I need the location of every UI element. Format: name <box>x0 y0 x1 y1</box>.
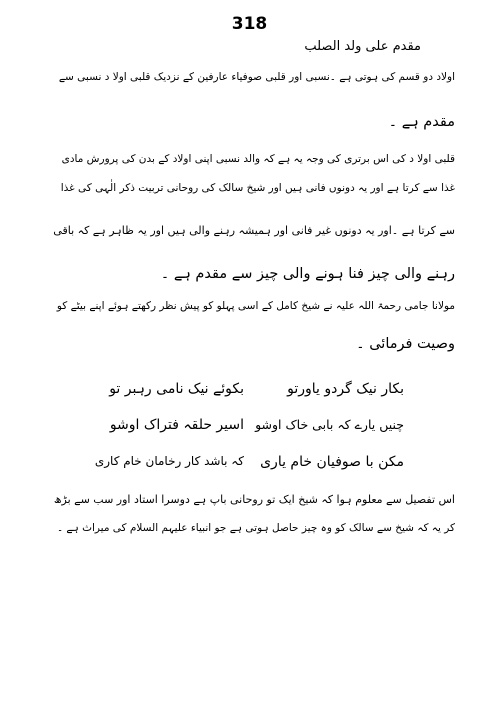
paragraph-line: کر یہ کہ شیخ سے سالک کو وہ چیز حاصل ہوتی ہے جو انبیاء علیہم السلام کی میراث ہے ۔ <box>56 522 455 534</box>
verse-first-half: چنیں یارے کہ بابی خاک اوشو <box>255 417 404 432</box>
paragraph-line: وصیت فرمائی ۔ <box>356 336 455 352</box>
paragraph-line: مولانا جامی رحمۃ اللہ علیہ نے شیخ کامل کے اسی پہلو کو پیش نظر رکھتے ہوئے اپنے بیٹے کو <box>56 300 455 312</box>
verse-first-half: بکار نیک گردو یاورتو <box>287 381 404 397</box>
verse-second-half: کہ باشد کار رخامان خام کاری <box>94 454 244 468</box>
page-number: 318 <box>231 14 268 34</box>
paragraph-line: غذا سے کرتا ہے اور یہ دونوں فانی ہیں اور شیخ سالک کی روحانی تربیت ذکر الٰہی کی غذا <box>60 182 455 194</box>
verse-second-half: اسیر حلقہ فتراک اوشو <box>109 417 244 433</box>
paragraph-line: اولاد دو قسم کی ہوتی ہے ۔نسبی اور قلبی صوفیاء عارفین کے نزدیک قلبی اولا د نسبی سے <box>58 71 455 83</box>
paragraph-line: رہنے والی چیز فنا ہونے والی چیز سے مقدم ہے ۔ <box>160 266 455 282</box>
verse-second-half: بکوئے نیک نامی رہبر تو <box>109 381 244 397</box>
paragraph-line: سے کرتا ہے ۔اور یہ دونوں غیر فانی اور ہمیشہ رہنے والی ہیں اور یہ ظاہر ہے کہ باقی <box>53 224 455 237</box>
section-heading: مقدم علی ولد الصلب <box>304 39 421 54</box>
paragraph-line: قلبی اولا د کی اس برتری کی وجہ یہ ہے کہ والد نسبی اپنی اولاد کے بدن کی پرورش مادی <box>61 153 455 165</box>
verse-first-half: مکن با صوفیان خام یاری <box>260 454 404 470</box>
paragraph-line: مقدم ہے ۔ <box>388 114 455 130</box>
paragraph-line: اس تفصیل سے معلوم ہوا کہ شیخ ایک تو روحانی باپ ہے دوسرا استاد اور سب سے بڑھ <box>53 493 455 506</box>
